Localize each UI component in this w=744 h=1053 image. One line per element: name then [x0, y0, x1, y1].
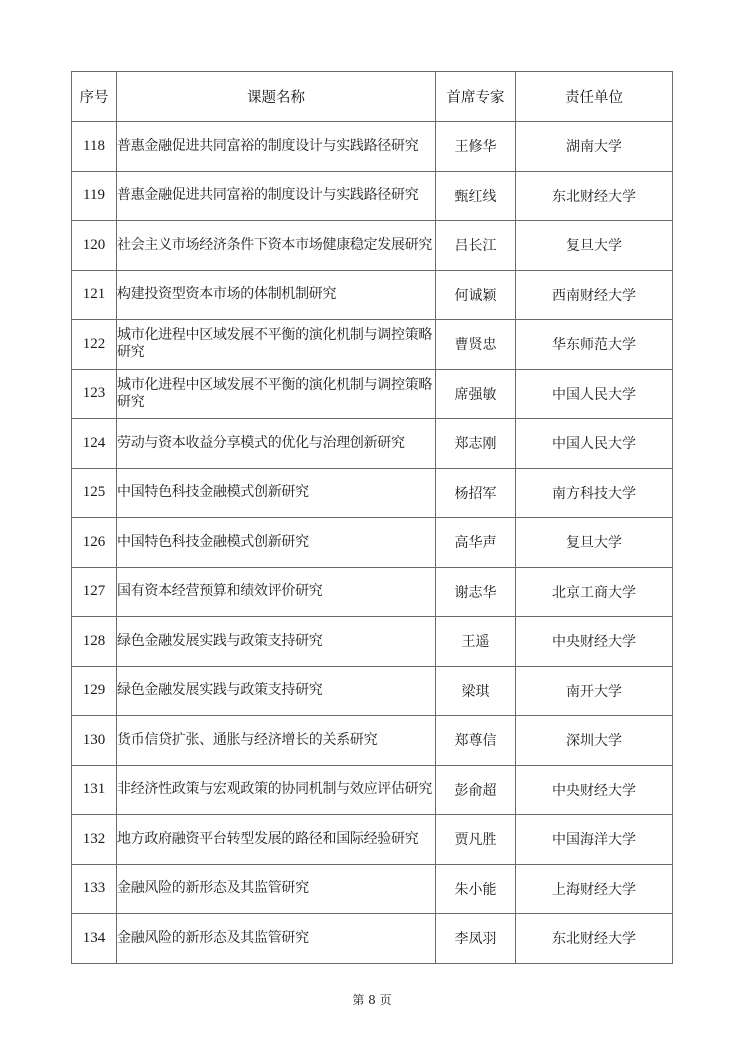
table-row: [72, 666, 673, 716]
row-title: 非经济性政策与宏观政策的协同机制与效应评估研究: [117, 765, 436, 815]
header-unit: 责任单位: [516, 72, 673, 122]
table-row: [72, 518, 673, 568]
row-number: 124: [72, 419, 117, 469]
row-number: 134: [72, 914, 117, 964]
row-unit: 上海财经大学: [516, 864, 673, 914]
row-title: 城市化进程中区域发展不平衡的演化机制与调控策略研究: [117, 369, 436, 419]
row-number: 132: [72, 815, 117, 865]
row-expert: 吕长江: [436, 221, 516, 271]
row-number: 119: [72, 171, 117, 221]
row-title: 社会主义市场经济条件下资本市场健康稳定发展研究: [117, 221, 436, 271]
row-title: 中国特色科技金融模式创新研究: [117, 468, 436, 518]
row-title: 普惠金融促进共同富裕的制度设计与实践路径研究: [117, 171, 436, 221]
row-expert: 贾凡胜: [436, 815, 516, 865]
row-unit: 东北财经大学: [516, 171, 673, 221]
table-row: [72, 270, 673, 320]
row-unit: 中国人民大学: [516, 369, 673, 419]
row-number: 131: [72, 765, 117, 815]
row-title: 国有资本经营预算和绩效评价研究: [117, 567, 436, 617]
row-unit: 南方科技大学: [516, 468, 673, 518]
row-expert: 席强敏: [436, 369, 516, 419]
table-row: [72, 815, 673, 865]
row-number: 128: [72, 617, 117, 667]
row-expert: 朱小能: [436, 864, 516, 914]
row-title: 劳动与资本收益分享模式的优化与治理创新研究: [117, 419, 436, 469]
row-expert: 曹贤忠: [436, 320, 516, 370]
table-row: [72, 369, 673, 419]
row-unit: 东北财经大学: [516, 914, 673, 964]
table-row: [72, 617, 673, 667]
table-row: [72, 567, 673, 617]
table-header: [72, 72, 673, 122]
row-unit: 华东师范大学: [516, 320, 673, 370]
table-row: [72, 864, 673, 914]
row-unit: 北京工商大学: [516, 567, 673, 617]
table-row: [72, 171, 673, 221]
row-title: 金融风险的新形态及其监管研究: [117, 864, 436, 914]
row-unit: 复旦大学: [516, 518, 673, 568]
row-number: 129: [72, 666, 117, 716]
row-unit: 西南财经大学: [516, 270, 673, 320]
table-row: [72, 914, 673, 964]
row-title: 构建投资型资本市场的体制机制研究: [117, 270, 436, 320]
row-expert: 高华声: [436, 518, 516, 568]
row-title: 金融风险的新形态及其监管研究: [117, 914, 436, 964]
row-number: 123: [72, 369, 117, 419]
row-unit: 湖南大学: [516, 122, 673, 172]
row-unit: 中国人民大学: [516, 419, 673, 469]
row-expert: 梁琪: [436, 666, 516, 716]
row-title: 普惠金融促进共同富裕的制度设计与实践路径研究: [117, 122, 436, 172]
row-expert: 彭俞超: [436, 765, 516, 815]
row-unit: 复旦大学: [516, 221, 673, 271]
table-row: [72, 419, 673, 469]
row-number: 126: [72, 518, 117, 568]
row-number: 125: [72, 468, 117, 518]
table-row: [72, 716, 673, 766]
row-number: 122: [72, 320, 117, 370]
table-row: [72, 468, 673, 518]
row-expert: 何诚颖: [436, 270, 516, 320]
row-title: 地方政府融资平台转型发展的路径和国际经验研究: [117, 815, 436, 865]
row-expert: 谢志华: [436, 567, 516, 617]
table-row: [72, 320, 673, 370]
row-expert: 郑尊信: [436, 716, 516, 766]
row-expert: 李凤羽: [436, 914, 516, 964]
row-unit: 中央财经大学: [516, 765, 673, 815]
row-expert: 郑志刚: [436, 419, 516, 469]
table-row: [72, 765, 673, 815]
table-row: [72, 221, 673, 271]
row-number: 118: [72, 122, 117, 172]
row-number: 121: [72, 270, 117, 320]
project-table: [71, 71, 673, 964]
row-expert: 甄红线: [436, 171, 516, 221]
row-unit: 中国海洋大学: [516, 815, 673, 865]
row-number: 133: [72, 864, 117, 914]
header-expert: 首席专家: [436, 72, 516, 122]
row-number: 120: [72, 221, 117, 271]
row-title: 中国特色科技金融模式创新研究: [117, 518, 436, 568]
row-title: 绿色金融发展实践与政策支持研究: [117, 666, 436, 716]
page-number: 第 8 页: [352, 993, 392, 1007]
header-title: 课题名称: [117, 72, 436, 122]
table-row: [72, 122, 673, 172]
row-title: 货币信贷扩张、通胀与经济增长的关系研究: [117, 716, 436, 766]
row-number: 130: [72, 716, 117, 766]
row-expert: 王修华: [436, 122, 516, 172]
row-unit: 南开大学: [516, 666, 673, 716]
header-number: 序号: [72, 72, 117, 122]
table-body: [72, 122, 673, 964]
row-unit: 中央财经大学: [516, 617, 673, 667]
row-title: 绿色金融发展实践与政策支持研究: [117, 617, 436, 667]
row-number: 127: [72, 567, 117, 617]
row-expert: 王遥: [436, 617, 516, 667]
row-title: 城市化进程中区域发展不平衡的演化机制与调控策略研究: [117, 320, 436, 370]
row-unit: 深圳大学: [516, 716, 673, 766]
row-expert: 杨招军: [436, 468, 516, 518]
